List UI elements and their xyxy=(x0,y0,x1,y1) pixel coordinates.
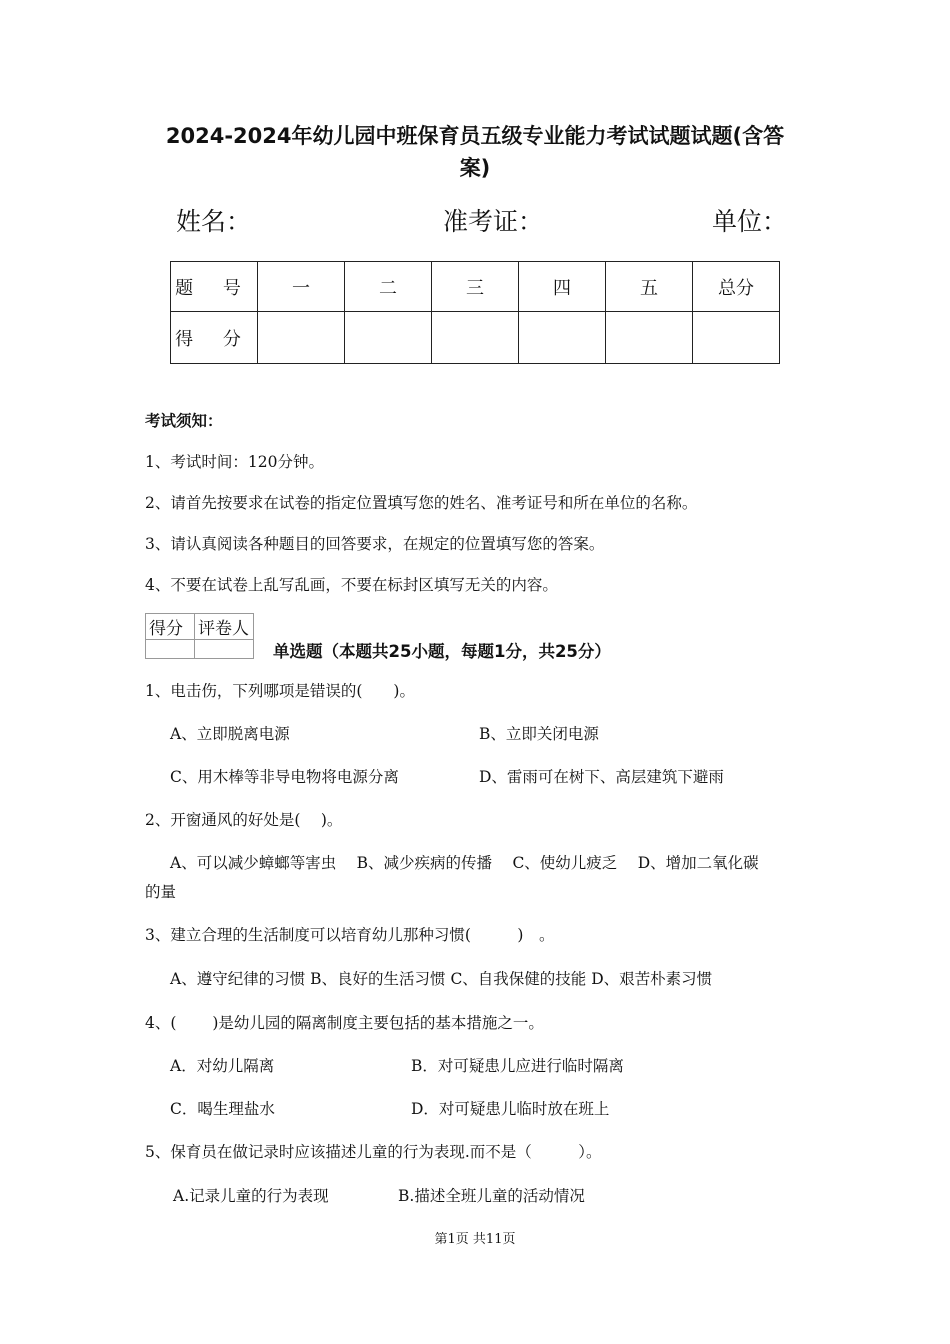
name-label: 姓名： xyxy=(176,207,252,236)
candidate-info xyxy=(0,202,950,242)
notice-item-1: 1、考试时间：120分钟。 xyxy=(145,453,324,471)
notice-item-3: 3、请认真阅读各种题目的回答要求，在规定的位置填写您的答案。 xyxy=(145,535,605,553)
notice-title: 考试须知： xyxy=(145,412,223,430)
question-5-stem: 5、保育员在做记录时应该描述儿童的行为表现.而不是（ ）。 xyxy=(145,1143,602,1161)
score-table-score-row xyxy=(171,312,780,364)
header-label-cell: 题 号 xyxy=(171,262,258,312)
title-line-1: 2024-2024年幼儿园中班保育员五级专业能力考试试题试题(含答 xyxy=(165,124,785,148)
question-3-options-line: A、遵守纪律的习惯 B、良好的生活习惯 C、自我保健的技能 D、艰苦朴素习惯 xyxy=(170,970,713,988)
col-2: 二 xyxy=(345,262,432,312)
score-cell-4[interactable] xyxy=(519,312,606,364)
question-2-options-line-2: 的量 xyxy=(145,883,177,901)
grader-reviewer-label: 评卷人 xyxy=(195,614,254,640)
score-cell-2[interactable] xyxy=(345,312,432,364)
notice-item-4: 4、不要在试卷上乱写乱画，不要在标封区填写无关的内容。 xyxy=(145,576,558,594)
col-1: 一 xyxy=(258,262,345,312)
question-5-option-a: A.记录儿童的行为表现 xyxy=(173,1187,329,1205)
question-1-option-d: D、雷雨可在树下、高层建筑下避雨 xyxy=(479,768,724,786)
section-title: 单选题（本题共25小题，每题1分，共25分） xyxy=(273,642,611,661)
question-4-option-d: D．对可疑患儿临时放在班上 xyxy=(411,1100,610,1118)
question-2-stem: 2、开窗通风的好处是( )。 xyxy=(145,811,343,829)
col-5: 五 xyxy=(606,262,693,312)
question-5-option-b: B.描述全班儿童的活动情况 xyxy=(398,1187,585,1205)
question-1-option-b: B、立即关闭电源 xyxy=(479,725,599,743)
score-table-header-row xyxy=(171,262,780,312)
question-2-options-line-1: A、可以减少蟑螂等害虫 B、减少疾病的传播 C、使幼儿疲乏 D、增加二氧化碳 xyxy=(170,854,759,872)
question-1-option-c: C、用木棒等非导电物将电源分离 xyxy=(170,768,399,786)
score-cell-total[interactable] xyxy=(693,312,780,364)
score-cell-3[interactable] xyxy=(432,312,519,364)
col-4: 四 xyxy=(519,262,606,312)
question-1-option-a: A、立即脱离电源 xyxy=(170,725,290,743)
exam-id-label: 准考证： xyxy=(443,207,544,236)
grader-box xyxy=(145,613,254,659)
page-footer: 第1页 共11页 xyxy=(434,1232,516,1247)
score-cell-5[interactable] xyxy=(606,312,693,364)
col-3: 三 xyxy=(432,262,519,312)
grader-reviewer-cell[interactable] xyxy=(195,640,254,659)
title-line-2: 案) xyxy=(459,156,491,180)
col-total: 总分 xyxy=(693,262,780,312)
score-label-cell: 得 分 xyxy=(171,312,258,364)
question-4-option-c: C．喝生理盐水 xyxy=(170,1100,275,1118)
exam-title xyxy=(140,120,810,184)
question-1-stem: 1、电击伤，下列哪项是错误的( )。 xyxy=(145,682,415,700)
score-table xyxy=(170,261,780,364)
notice-item-2: 2、请首先按要求在试卷的指定位置填写您的姓名、准考证号和所在单位的名称。 xyxy=(145,494,698,512)
score-cell-1[interactable] xyxy=(258,312,345,364)
question-4-option-b: B．对可疑患儿应进行临时隔离 xyxy=(411,1057,624,1075)
question-4-option-a: A．对幼儿隔离 xyxy=(170,1057,275,1075)
question-3-stem: 3、建立合理的生活制度可以培育幼儿那种习惯( ) 。 xyxy=(145,926,555,944)
grader-score-cell[interactable] xyxy=(146,640,195,659)
grader-score-label: 得分 xyxy=(146,614,195,640)
question-4-stem: 4、( )是幼儿园的隔离制度主要包括的基本措施之一。 xyxy=(145,1014,544,1032)
unit-label: 单位： xyxy=(712,207,788,236)
